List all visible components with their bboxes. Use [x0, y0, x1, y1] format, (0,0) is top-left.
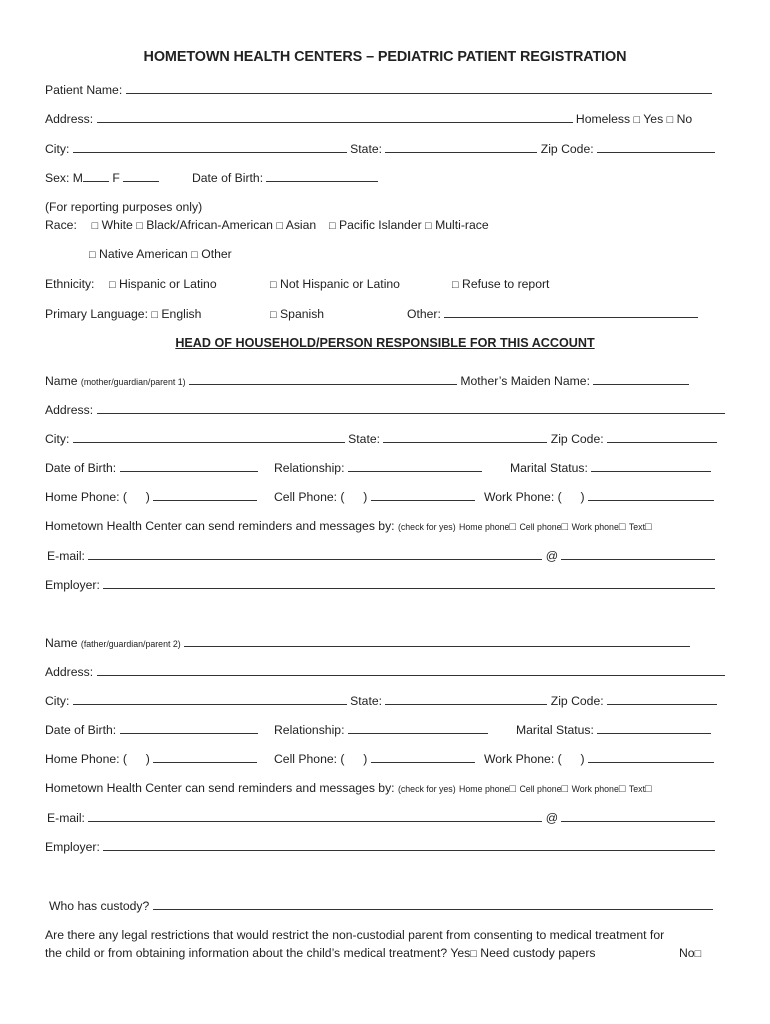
guardian2-dob-row: [45, 722, 258, 738]
custody-label: Who has custody?: [49, 899, 150, 913]
patient-name-field[interactable]: [126, 82, 712, 94]
sex-m-field[interactable]: [83, 170, 109, 182]
guardian1-dob-label: Date of Birth:: [45, 461, 117, 475]
form-title: HOMETOWN HEALTH CENTERS – PEDIATRIC PATIENT REGISTRATION: [143, 49, 627, 65]
contact-work-checkbox[interactable]: □: [618, 521, 626, 533]
contact-work-label: Work phone: [571, 784, 619, 794]
patient-address-row: [45, 111, 692, 128]
race-pacific-checkbox[interactable]: □: [328, 220, 336, 232]
homeless-no-label: No: [676, 112, 693, 126]
patient-address-label: Address:: [45, 112, 94, 126]
guardian1-employer-label: Employer:: [45, 578, 100, 592]
guardian2-dob-label: Date of Birth:: [45, 723, 117, 737]
race-black-checkbox[interactable]: □: [136, 220, 143, 232]
reminders-label: Hometown Health Center can send reminders and messages by:: [45, 781, 395, 795]
guardian2-cell-phone-field[interactable]: [371, 751, 475, 763]
language-english-checkbox[interactable]: □: [151, 309, 159, 321]
guardian2-cell-phone-label: Cell Phone: (: [274, 752, 345, 766]
guardian2-marital-field[interactable]: [597, 722, 711, 734]
language-spanish-checkbox[interactable]: □: [270, 309, 277, 321]
contact-work-checkbox[interactable]: □: [618, 783, 626, 795]
guardian1-relationship-field[interactable]: [348, 460, 482, 472]
custody-question-text: the child or from obtaining information about the child’s medical treatment?: [45, 946, 448, 960]
patient-dob-field[interactable]: [266, 170, 378, 182]
guardian1-relationship: [274, 460, 482, 476]
guardian1-email-row: [47, 548, 715, 564]
guardian2-name-row: [45, 635, 690, 652]
patient-name-label: Patient Name:: [45, 83, 123, 97]
guardian1-marital: [510, 460, 711, 476]
contact-home-label: Home phone: [459, 784, 510, 794]
guardian1-work-phone: [484, 489, 714, 505]
guardian1-name-row: [45, 373, 689, 390]
reminders-label: Hometown Health Center can send reminders and messages by:: [45, 519, 395, 533]
custody-question-line2: [45, 945, 595, 962]
guardian1-city-field[interactable]: [73, 431, 345, 443]
maiden-name-label: Mother’s Maiden Name:: [460, 374, 590, 388]
guardian1-work-phone-field[interactable]: [588, 489, 714, 501]
ethnicity-refuse-checkbox[interactable]: □: [452, 279, 459, 291]
race-row-2: [89, 246, 232, 263]
guardian1-email-label: E-mail:: [47, 549, 85, 563]
race-other-label: Other: [201, 247, 232, 261]
language-spanish: [270, 306, 324, 323]
contact-home-checkbox[interactable]: □: [509, 521, 517, 533]
guardian1-name-field[interactable]: [189, 373, 457, 385]
email-at: @: [545, 811, 559, 825]
guardian1-home-phone-label: Home Phone: (: [45, 490, 127, 504]
guardian2-dob-field[interactable]: [120, 722, 258, 734]
guardian1-dob-row: [45, 460, 258, 476]
custody-papers-label: Need custody papers: [480, 946, 596, 960]
paren-close: ): [363, 490, 368, 504]
race-pacific-label: Pacific Islander: [339, 218, 422, 232]
race-asian-checkbox[interactable]: □: [276, 220, 283, 232]
guardian2-home-phone-label: Home Phone: (: [45, 752, 127, 766]
guardian2-city-row: [45, 693, 717, 709]
language-other: [407, 306, 698, 322]
guardian2-zip-field[interactable]: [607, 693, 717, 705]
guardian1-work-phone-label: Work Phone: (: [484, 490, 562, 504]
guardian2-reminders-row: [45, 780, 652, 797]
contact-cell-label: Cell phone: [519, 784, 562, 794]
language-spanish-label: Spanish: [280, 307, 325, 321]
homeless-yes-label: Yes: [643, 112, 664, 126]
race-other-checkbox[interactable]: □: [191, 249, 198, 261]
guardian2-employer-field[interactable]: [103, 839, 715, 851]
guardian2-home-phone-field[interactable]: [153, 751, 257, 763]
guardian1-address-row: [45, 402, 725, 418]
guardian1-email-user-field[interactable]: [88, 548, 542, 560]
contact-home-checkbox[interactable]: □: [509, 783, 517, 795]
guardian2-work-phone-label: Work Phone: (: [484, 752, 562, 766]
paren-close: ): [363, 752, 368, 766]
race-white-label: White: [101, 218, 133, 232]
guardian1-employer-field[interactable]: [103, 577, 715, 589]
guardian2-marital: [516, 722, 711, 738]
guardian2-home-phone: [45, 751, 257, 767]
guardian1-address-label: Address:: [45, 403, 94, 417]
patient-address-field[interactable]: [97, 111, 573, 123]
guardian2-marital-label: Marital Status:: [516, 723, 594, 737]
language-english-label: English: [161, 307, 202, 321]
guardian1-marital-label: Marital Status:: [510, 461, 588, 475]
guardian2-city-field[interactable]: [73, 693, 347, 705]
race-native-label: Native American: [99, 247, 188, 261]
contact-text-label: Text: [628, 784, 646, 794]
contact-work-label: Work phone: [571, 522, 619, 532]
custody-field[interactable]: [153, 898, 713, 910]
paren-close: ): [580, 490, 585, 504]
race-row: [45, 217, 489, 234]
language-label: Primary Language:: [45, 307, 148, 321]
language-other-label: Other:: [407, 307, 441, 321]
guardian2-city-label: City:: [45, 694, 70, 708]
patient-state-field[interactable]: [385, 141, 537, 153]
sex-f-label: F: [112, 171, 120, 185]
guardian2-address-label: Address:: [45, 665, 94, 679]
contact-cell-label: Cell phone: [519, 522, 562, 532]
race-asian-label: Asian: [285, 218, 317, 232]
ethnicity-not-hispanic-checkbox[interactable]: □: [270, 279, 277, 291]
race-label: Race:: [45, 218, 77, 232]
patient-dob-label: Date of Birth:: [191, 171, 264, 185]
paren-close: ): [145, 490, 150, 504]
race-white-checkbox[interactable]: □: [91, 220, 99, 232]
guardian1-marital-field[interactable]: [591, 460, 711, 472]
ethnicity-hispanic-label: Hispanic or Latino: [119, 277, 217, 291]
homeless-label: Homeless: [575, 112, 631, 126]
reporting-note: (For reporting purposes only): [45, 200, 203, 214]
guardian1-name-note: (mother/guardian/parent 1): [80, 377, 186, 387]
guardian1-cell-phone-label: Cell Phone: (: [274, 490, 345, 504]
check-note: (check for yes): [397, 522, 456, 532]
paren-close: ): [145, 752, 150, 766]
guardian2-relationship-label: Relationship:: [274, 723, 345, 737]
maiden-name-field[interactable]: [593, 373, 689, 385]
guardian2-address-field[interactable]: [97, 664, 725, 676]
contact-home-label: Home phone: [459, 522, 510, 532]
guardian1-state-field[interactable]: [383, 431, 547, 443]
guardian2-zip-label: Zip Code:: [550, 694, 604, 708]
ethnicity-not-hispanic: [270, 276, 400, 293]
guardian1-cell-phone: [274, 489, 475, 505]
sex-f-field[interactable]: [123, 170, 159, 182]
patient-name-row: [45, 82, 712, 98]
guardian1-email-domain-field[interactable]: [561, 548, 715, 560]
patient-city-label: City:: [45, 142, 70, 156]
race-multi-checkbox[interactable]: □: [425, 220, 432, 232]
race-black-label: Black/African-American: [146, 218, 273, 232]
custody-yes-label: Yes: [450, 946, 471, 960]
contact-text-label: Text: [628, 522, 646, 532]
guardian2-state-field[interactable]: [385, 693, 547, 705]
contact-cell-checkbox[interactable]: □: [561, 521, 569, 533]
guardian1-state-label: State:: [348, 432, 380, 446]
patient-sex-row: [45, 170, 378, 186]
guardian2-relationship-field[interactable]: [348, 722, 488, 734]
guardian2-state-label: State:: [350, 694, 382, 708]
guardian1-employer-row: [45, 577, 715, 593]
guardian2-employer-row: [45, 839, 715, 855]
race-native-checkbox[interactable]: □: [89, 249, 96, 261]
race-multi-label: Multi-race: [435, 218, 489, 232]
guardian2-relationship: [274, 722, 488, 738]
custody-question-line1: Are there any legal restrictions that would restrict the non-custodial parent from consenting to medical treatment for: [45, 928, 665, 942]
language-row: [45, 306, 201, 323]
guardian2-email-user-field[interactable]: [88, 810, 542, 822]
patient-zip-label: Zip Code:: [540, 142, 594, 156]
guardian2-employer-label: Employer:: [45, 840, 100, 854]
custody-no-label: No: [679, 946, 695, 960]
guardian1-home-phone-field[interactable]: [153, 489, 257, 501]
guardian2-work-phone: [484, 751, 714, 767]
homeless-no-checkbox[interactable]: □: [666, 114, 674, 126]
ethnicity-not-hispanic-label: Not Hispanic or Latino: [280, 277, 400, 291]
guardian2-address-row: [45, 664, 725, 680]
guardian2-email-label: E-mail:: [47, 811, 85, 825]
sex-m-label: Sex: M: [45, 171, 83, 185]
guardian1-name-label: Name: [45, 374, 78, 388]
contact-text-checkbox[interactable]: □: [645, 521, 652, 533]
paren-close: ): [580, 752, 585, 766]
custody-yes-checkbox[interactable]: □: [470, 948, 477, 960]
guardian1-zip-label: Zip Code:: [550, 432, 604, 446]
ethnicity-refuse: [452, 276, 549, 293]
ethnicity-hispanic: [109, 276, 217, 293]
guardian1-reminders-row: [45, 518, 652, 535]
guardian2-name-field[interactable]: [184, 635, 690, 647]
patient-city-row: [45, 141, 715, 157]
guardian1-city-row: [45, 431, 717, 447]
ethnicity-refuse-label: Refuse to report: [462, 277, 550, 291]
guardian2-name-label: Name: [45, 636, 78, 650]
patient-zip-field[interactable]: [597, 141, 715, 153]
ethnicity-hispanic-checkbox[interactable]: □: [109, 279, 116, 291]
guardian1-dob-field[interactable]: [120, 460, 258, 472]
guardian2-work-phone-field[interactable]: [588, 751, 714, 763]
contact-cell-checkbox[interactable]: □: [561, 783, 569, 795]
language-other-field[interactable]: [444, 306, 698, 318]
guardian1-relationship-label: Relationship:: [274, 461, 345, 475]
check-note: (check for yes): [397, 784, 456, 794]
patient-state-label: State:: [350, 142, 382, 156]
patient-city-field[interactable]: [73, 141, 347, 153]
guardian1-zip-field[interactable]: [607, 431, 717, 443]
guardian1-address-field[interactable]: [97, 402, 725, 414]
custody-no-checkbox[interactable]: □: [694, 948, 702, 960]
email-at: @: [545, 549, 559, 563]
guardian1-home-phone: [45, 489, 257, 505]
homeless-yes-checkbox[interactable]: □: [633, 114, 641, 126]
guardian1-cell-phone-field[interactable]: [371, 489, 475, 501]
guardian2-name-note: (father/guardian/parent 2): [80, 639, 181, 649]
contact-text-checkbox[interactable]: □: [645, 783, 652, 795]
custody-no: [679, 945, 701, 962]
guardian2-email-domain-field[interactable]: [561, 810, 715, 822]
ethnicity-label: Ethnicity:: [45, 277, 95, 291]
guardian2-email-row: [47, 810, 715, 826]
custody-row: [49, 898, 713, 914]
guardian1-city-label: City:: [45, 432, 70, 446]
guardian2-cell-phone: [274, 751, 475, 767]
household-heading: HEAD OF HOUSEHOLD/PERSON RESPONSIBLE FOR THIS ACCOUNT: [175, 336, 595, 350]
